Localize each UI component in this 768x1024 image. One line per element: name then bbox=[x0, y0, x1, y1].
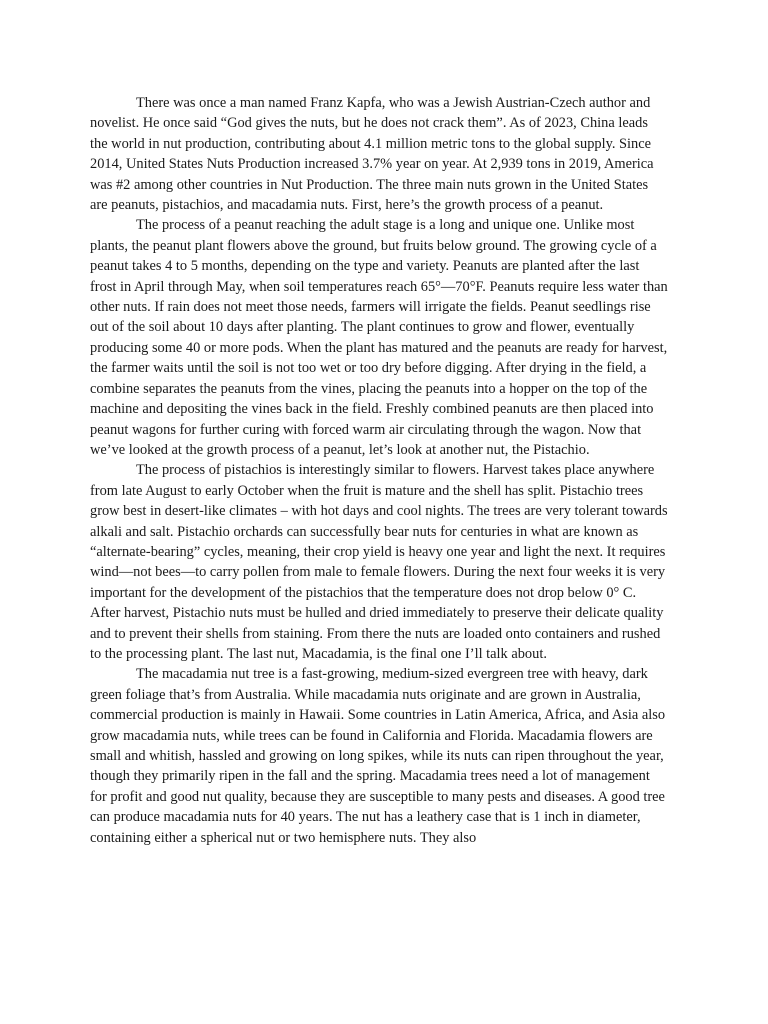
paragraph-intro: There was once a man named Franz Kapfa, who was a Jewish Austrian-Czech author and novelist. He once said “God gives the nuts, but he does not crack them”. As of 2023, China leads the world in nut production, contributing about 4.1 million metric tons to the global supply. Since 2014, United States Nuts Production increased 3.7% year on year. At 2,939 tons in 2019, America was #2 among other countries in Nut Production. The three main nuts grown in the United States are peanuts, pistachios, and macadamia nuts. First, here’s the growth process of a peanut. bbox=[90, 95, 654, 214]
paragraph-macadamia: The macadamia nut tree is a fast-growing, medium-sized evergreen tree with heavy, dark green foliage that’s from Australia. While macadamia nuts originate and are grown in Australia, commercial production is mainly in Hawaii. Some countries in Latin America, Africa, and Asia also grow macadamia nuts, while trees can be found in California and Florida. Macadamia flowers are small and whitish, hassled and growing on long spikes, while its nuts can ripen throughout the year, though they primarily ripen in the fall and the spring. Macadamia trees need a lot of management for profit and good nut quality, because they are susceptible to many pests and diseases. A good tree can produce macadamia nuts for 40 years. The nut has a leathery case that is 1 inch in diameter, containing either a spherical nut or two hemisphere nuts. They also bbox=[90, 666, 666, 846]
paragraph-pistachio: The process of pistachios is interestingly similar to flowers. Harvest takes place anywhere from late August to early October when the fruit is mature and the shell has split. Pistachio trees grow best in desert-like climates – with hot days and cool nights. The trees are very tolerant towards alkali and salt. Pistachio orchards can successfully bear nuts for centuries in what are known as “alternate-bearing” cycles, meaning, their crop yield is heavy one year and light the next. It requires wind—not bees—to carry pollen from male to female flowers. During the next four weeks it is very important for the development of the pistachios that the temperature does not drop below 0° C. After harvest, Pistachio nuts must be hulled and dried immediately to preserve their delicate quality and to prevent their shells from staining. From there the nuts are loaded onto containers and rushed to the processing plant. The last nut, Macadamia, is the final one I’ll talk about. bbox=[90, 462, 668, 662]
document-body bbox=[90, 93, 668, 848]
paragraph-peanut: The process of a peanut reaching the adult stage is a long and unique one. Unlike most plants, the peanut plant flowers above the ground, but fruits below ground. The growing cycle of a peanut takes 4 to 5 months, depending on the type and variety. Peanuts are planted after the last frost in April through May, when soil temperatures reach 65°—70°F. Peanuts require less water than other nuts. If rain does not meet those needs, farmers will irrigate the fields. Peanut seedlings rise out of the soil about 10 days after planting. The plant continues to grow and flower, eventually producing some 40 or more pods. When the plant has matured and the peanuts are ready for harvest, the farmer waits until the soil is not too wet or too dry before digging. After drying in the field, a combine separates the peanuts from the vines, placing the peanuts into a hopper on the top of the machine and depositing the vines back in the field. Freshly combined peanuts are then placed into peanut wagons for further curing with forced warm air circulating through the wagon. Now that we’ve looked at the growth process of a peanut, let’s look at another nut, the Pistachio. bbox=[90, 217, 668, 458]
